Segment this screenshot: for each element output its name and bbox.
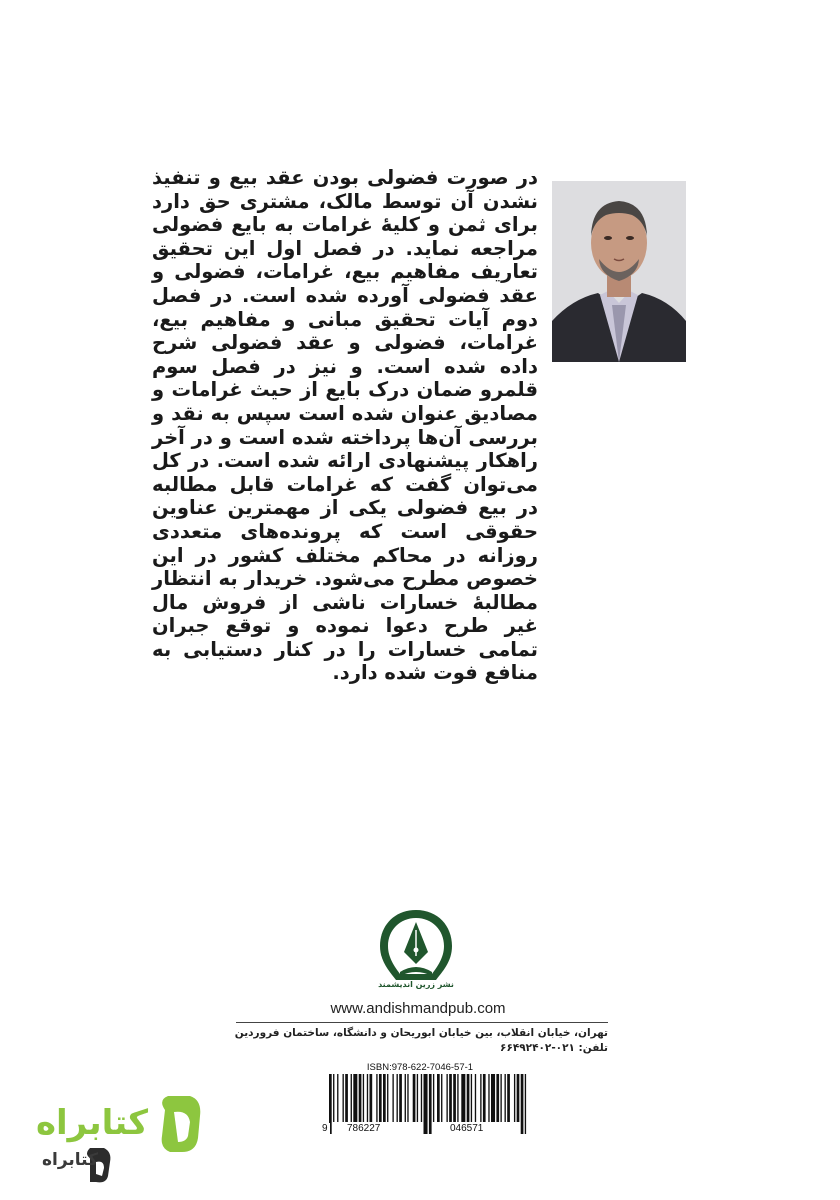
isbn-label: ISBN:978-622-7046-57-1 <box>366 1062 474 1073</box>
publisher-phone: تلفن: ۰۲۱-۶۶۴۹۲۴۰۲ <box>500 1042 608 1054</box>
publisher-name: نشر زرین اندیشمند <box>378 980 454 989</box>
divider <box>236 1022 608 1023</box>
publisher-address: تهران، خیابان انقلاب، بین خیابان ابوریحان و دانشگاه، ساختمان فروردین <box>234 1027 608 1039</box>
watermark-text: کتابراه <box>35 1103 148 1143</box>
barcode-group-2: 046571 <box>450 1123 484 1134</box>
barcode-digit-left: 9 <box>322 1123 328 1134</box>
back-cover-blurb: در صورت فضولی بودن عقد بیع و تنفیذ نشدن آن توسط مالک، مشتری حق دارد برای ثمن و کلیهٔ غرامات به بایع فضولی مراجعه نماید. در فصل اول این تحقیق تعاریف مفاهیم بیع، غرامات، فضولی و عقد فضولی آورده شده است. در فصل دوم آیات تحقیق مبانی و مفاهیم بیع، غرامات، فضولی و عقد فضولی شرح داده شده است. و نیز در فصل سوم قلمرو ضمان درک بایع از حیث غرامات و مصادیق عنوان شده است سپس به نقد و بررسی آن‌ها پرداخته شده است و در آخر راهکار پیشنهادی ارائه شده است. در کل می‌توان گفت که غرامات قابل مطالبه در بیع فضولی یکی از مهمترین عناوین حقوقی است که پرونده‌های متعددی روزانه در محاکم مختلف کشور در این خصوص مطرح می‌شود. خریدار به انتظار مطالبهٔ خسارات ناشی از فروش مال غیر طرح دعوا نموده و توقع جبران تمامی خسارات را در کنار دستیابی به منافع فوت شده دارد. <box>152 166 538 685</box>
author-photo <box>552 181 686 362</box>
publisher-website: www.andishmandpub.com <box>330 1000 506 1017</box>
barcode-group-1: 786227 <box>347 1123 381 1134</box>
watermark-text-small: کتابراه <box>41 1150 98 1170</box>
